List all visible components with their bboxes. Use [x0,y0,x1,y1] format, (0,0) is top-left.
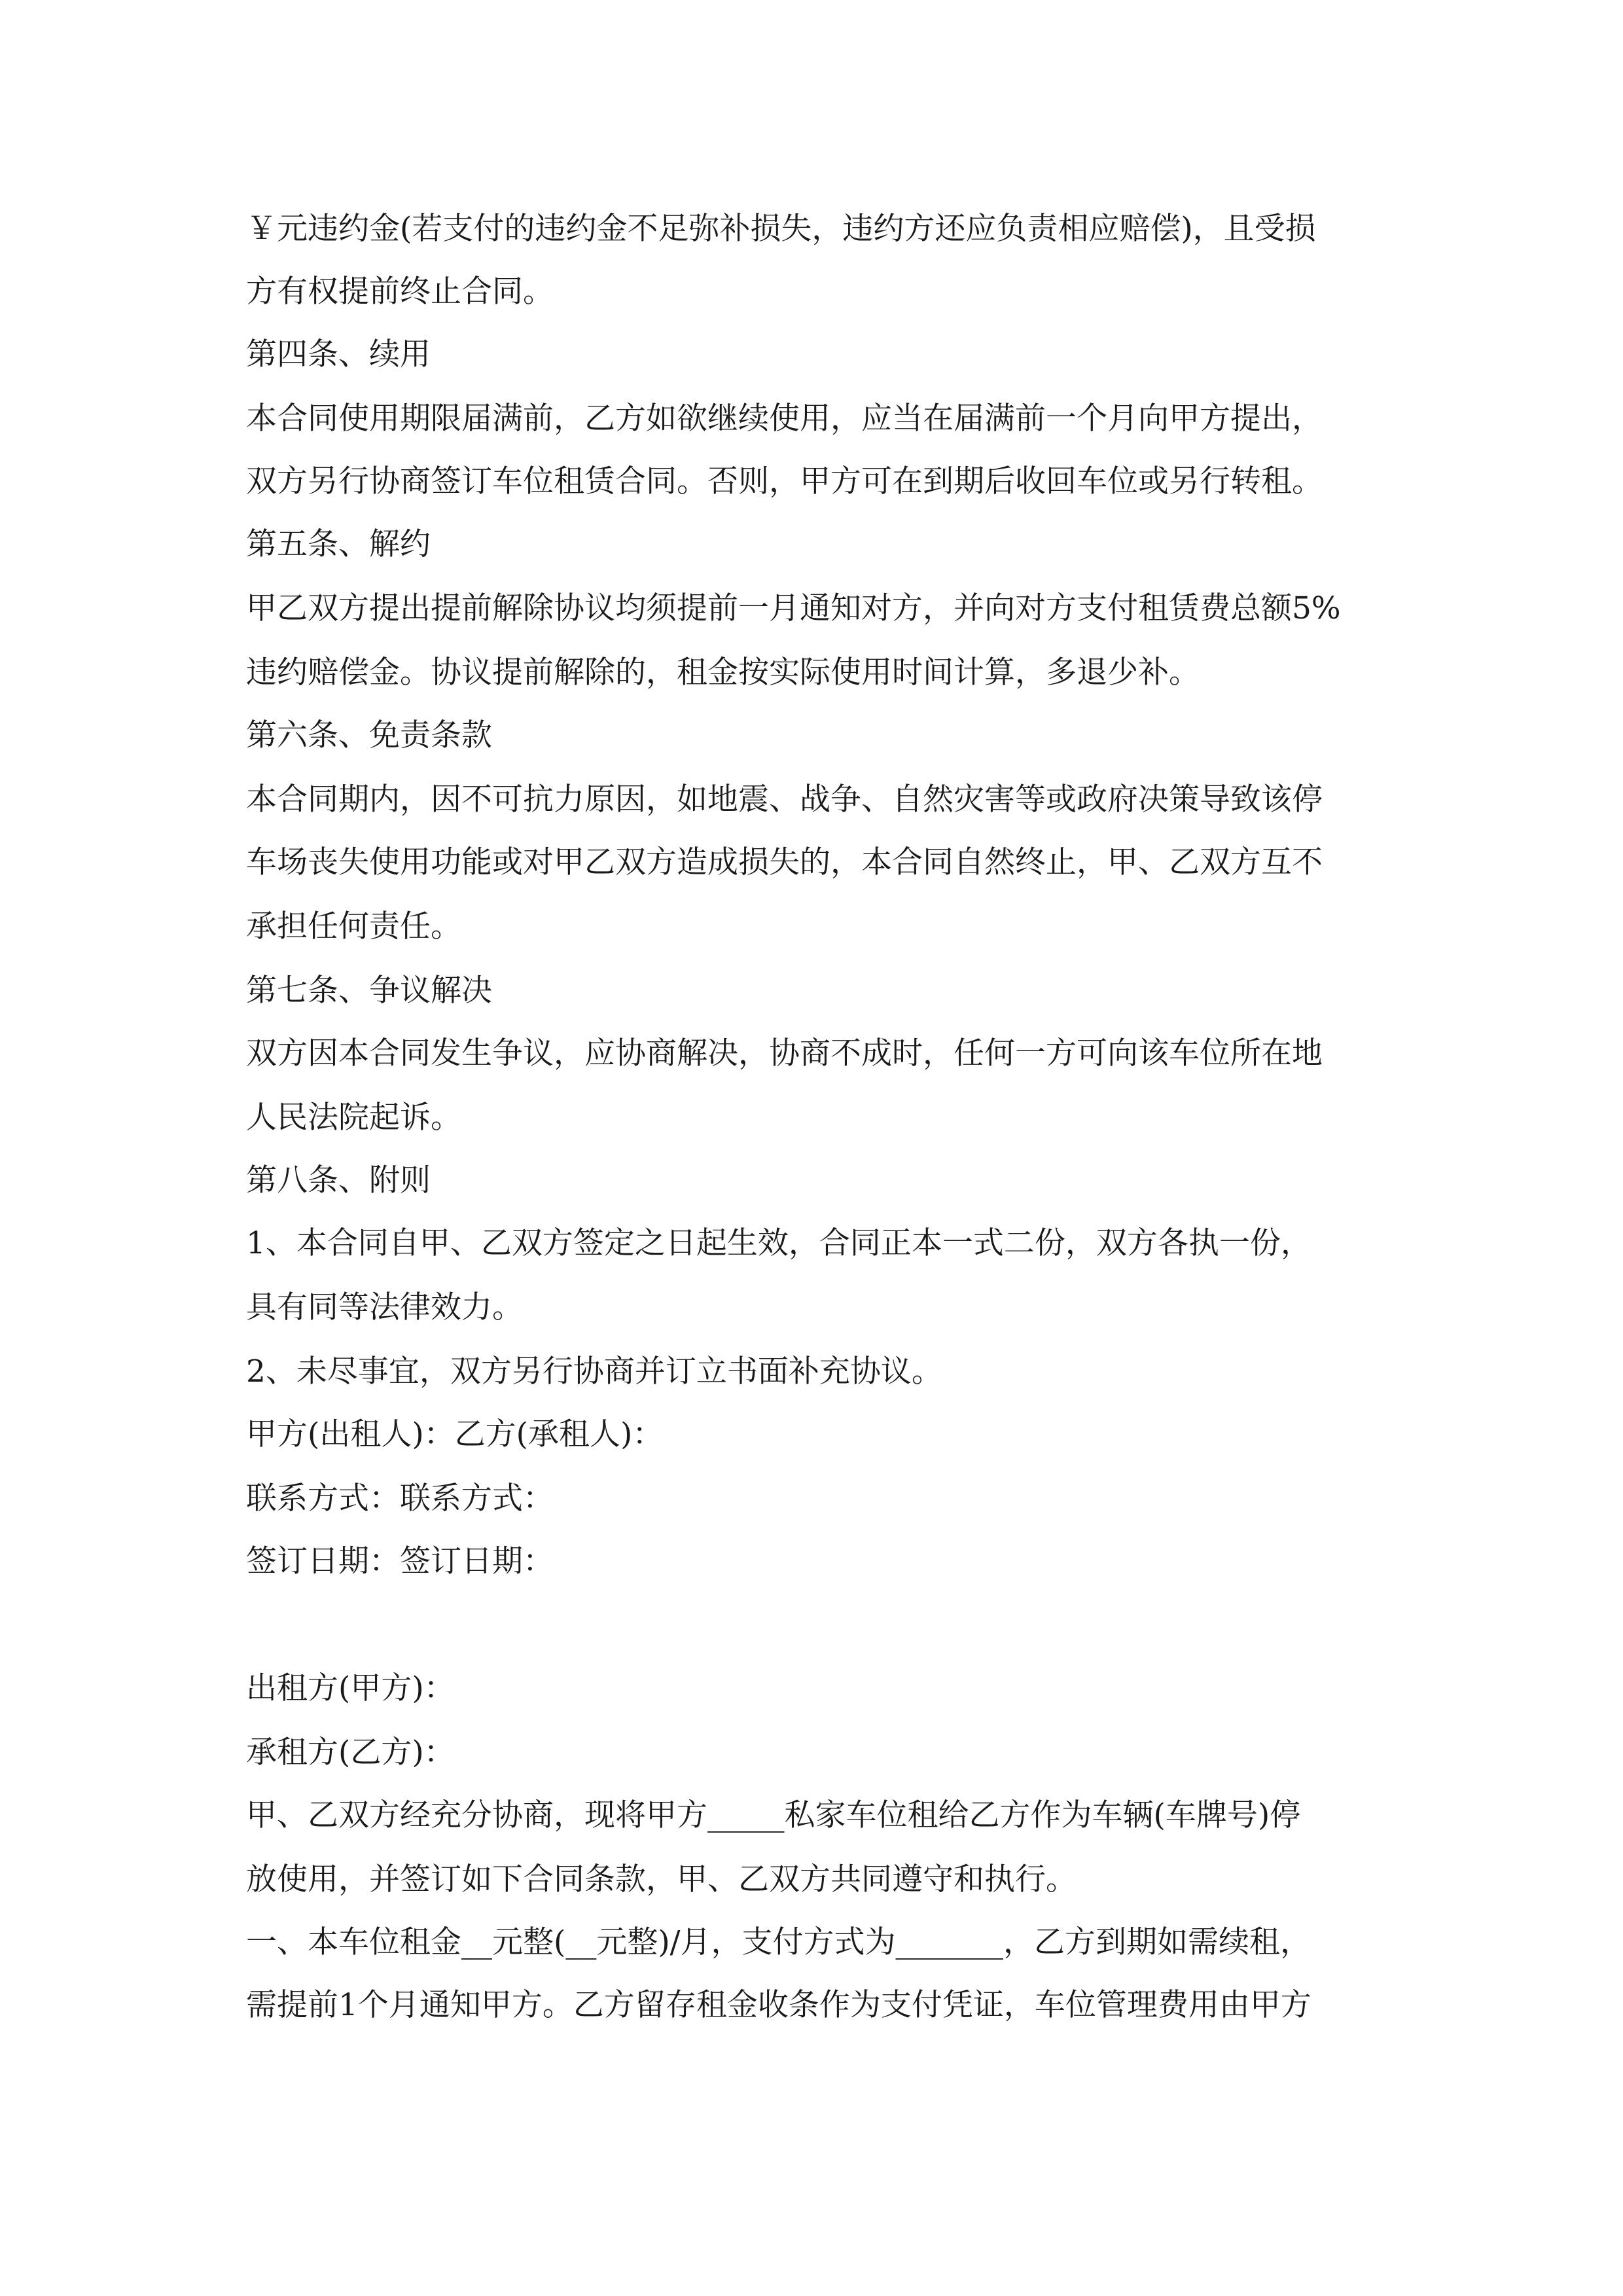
text-line-12: 承担任何责任。 [246,908,461,944]
text-line-4: 本合同使用期限届满前，乙方如欲继续使用，应当在届满前一个月向甲方提出， [246,401,1323,437]
sign-date-line: 签订日期：签订日期： [246,1543,554,1579]
party-line: 甲方(出租人)：乙方(承租人)： [246,1416,664,1452]
contact-line: 联系方式：联系方式： [246,1480,554,1516]
section-heading-6: 第六条、免责条款 [246,717,492,753]
text-line-19: 2、未尽事宜，双方另行协商并订立书面补充协议。 [246,1354,942,1390]
lessor-line: 出租方(甲方)： [246,1670,455,1706]
text-line-14: 双方因本合同发生争议，应协商解决，协商不成时，任何一方可向该车位所在地 [246,1035,1323,1071]
text-line-15: 人民法院起诉。 [246,1100,461,1136]
text-line-8: 违约赔偿金。协议提前解除的，租金按实际使用时间计算，多退少补。 [246,655,1200,691]
text-line-7: 甲乙双方提出提前解除协议均须提前一月通知对方，并向对方支付租赁费总额5% [246,590,1341,626]
text-line-1: ￥元违约金(若支付的违约金不足弥补损失，违约方还应负责相应赔偿)，且受损 [246,211,1316,247]
section-heading-5: 第五条、解约 [246,526,431,562]
section-heading-8: 第八条、附则 [246,1162,431,1198]
lessee-line: 承租方(乙方)： [246,1734,455,1770]
section-heading-4: 第四条、续用 [246,336,431,372]
text-line-25: 甲、乙双方经充分协商，现将甲方_____私家车位租给乙方作为车辆(车牌号)停 [246,1797,1301,1833]
text-line-26: 放使用，并签订如下合同条款，甲、乙双方共同遵守和执行。 [246,1861,1077,1897]
text-line-18: 具有同等法律效力。 [246,1289,523,1325]
section-heading-7: 第七条、争议解决 [246,973,492,1009]
text-line-5: 双方另行协商签订车位租赁合同。否则，甲方可在到期后收回车位或另行转租。 [246,463,1323,499]
text-line-10: 本合同期内，因不可抗力原因，如地震、战争、自然灾害等或政府决策导致该停 [246,781,1323,817]
text-line-27: 一、本车位租金__元整(__元整)/月，支付方式为_______，乙方到期如需续租， [246,1924,1311,1960]
text-line-2: 方有权提前终止合同。 [246,274,554,310]
text-line-28: 需提前1个月通知甲方。乙方留存租金收条作为支付凭证，车位管理费用由甲方 [246,1987,1311,2023]
text-line-11: 车场丧失使用功能或对甲乙双方造成损失的，本合同自然终止，甲、乙双方互不 [246,844,1323,880]
text-line-17: 1、本合同自甲、乙双方签定之日起生效，合同正本一式二份，双方各执一份， [246,1225,1311,1261]
